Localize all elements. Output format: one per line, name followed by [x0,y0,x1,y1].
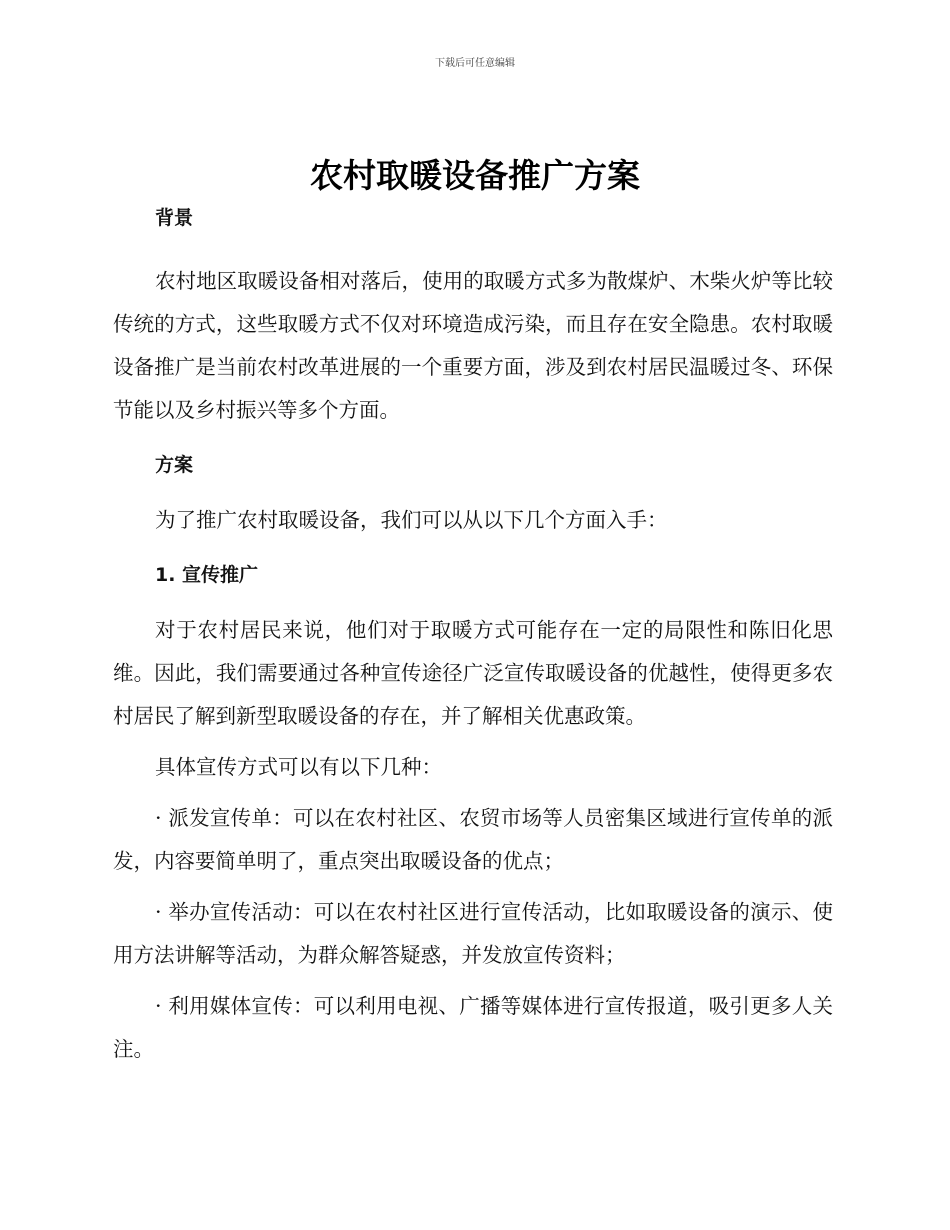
section-heading-plan: 方案 [155,454,194,476]
document-title: 农村取暖设备推广方案 [310,156,640,195]
section-heading-promotion: 1. 宣传推广 [155,564,259,586]
bullet-item: · 举办宣传活动：可以在农村社区进行宣传活动，比如取暖设备的演示、使用方法讲解等活动，为群众解答疑惑，并发放宣传资料； [113,900,833,967]
header-note: 下载后可任意编辑 [435,58,515,69]
paragraph-plan-intro: 为了推广农村取暖设备，我们可以从以下几个方面入手： [155,508,668,532]
bullet-item: · 派发宣传单：可以在农村社区、农贸市场等人员密集区域进行宣传单的派发，内容要简单明了，重点突出取暖设备的优点； [113,806,833,873]
paragraph-promotion-methods: 具体宣传方式可以有以下几种： [155,755,442,779]
paragraph-background: 农村地区取暖设备相对落后，使用的取暖方式多为散煤炉、木柴火炉等比较传统的方式，这些取暖方式不仅对环境造成污染，而且存在安全隐患。农村取暖设备推广是当前农村改革进展的一个重要方面，涉及到农村居民温暖过冬、环保节能以及乡村振兴等多个方面。 [113,269,833,422]
bullet-item: · 利用媒体宣传：可以利用电视、广播等媒体进行宣传报道，吸引更多人关注。 [113,994,833,1061]
paragraph-promotion: 对于农村居民来说，他们对于取暖方式可能存在一定的局限性和陈旧化思维。因此，我们需要通过各种宣传途径广泛宣传取暖设备的优越性，使得更多农村居民了解到新型取暖设备的存在，并了解相关优惠政策。 [113,618,833,728]
document-body [113,197,833,1071]
section-heading-background: 背景 [155,207,194,229]
